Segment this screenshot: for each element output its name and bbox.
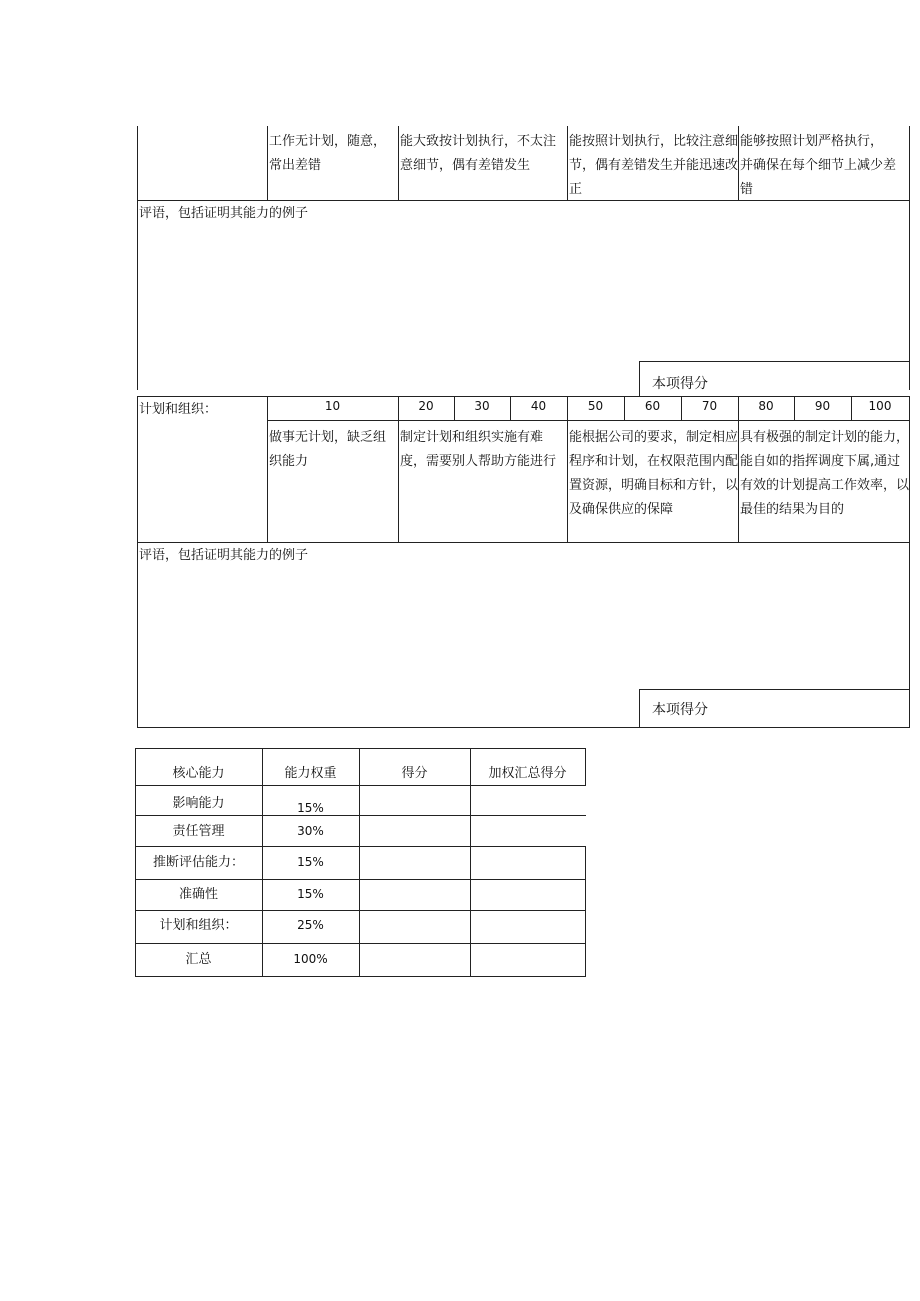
- sec1-desc-4-line-2: 并确保在每个细节上减少差: [740, 158, 897, 173]
- score-70: 70: [701, 399, 718, 413]
- summary-header-score: 得分: [401, 766, 428, 781]
- score-30: 30: [474, 399, 490, 413]
- score-20: 20: [418, 399, 434, 413]
- sec2-score-label: 本项得分: [652, 702, 708, 718]
- sec2-comment-label: 评语，包括证明其能力的例子: [139, 548, 309, 563]
- summary-row-6-name: 汇总: [185, 952, 212, 967]
- score-40: 40: [530, 399, 547, 413]
- sec1-desc-2-line-2: 意细节，偶有差错发生: [400, 158, 531, 173]
- summary-row-5-name: 计划和组织：: [159, 918, 238, 933]
- sec1-desc-1-line-1: 工作无计划，随意，: [269, 134, 387, 149]
- summary-row-4-name: 准确性: [178, 887, 218, 902]
- summary-row-1-name: 影响能力: [172, 796, 225, 811]
- sec2-desc-1-line-1: 做事无计划，缺乏组: [269, 430, 387, 445]
- sec2-desc-4-line-2: 能自如的指挥调度下属,通过: [740, 454, 901, 469]
- sec1-score-label: 本项得分: [652, 376, 708, 392]
- sec1-desc-2-line-1: 能大致按计划执行，不太注: [400, 134, 557, 149]
- score-100: 100: [868, 399, 892, 413]
- sec2-desc-4-line-4: 最佳的结果为目的: [740, 502, 845, 517]
- summary-row-4-weight: 15%: [297, 887, 324, 901]
- sec2-desc-3-line-2: 程序和计划，在权限范围内配: [569, 454, 739, 469]
- sec2-desc-2-line-2: 度，需要别人帮助方能进行: [400, 454, 557, 469]
- score-10: 10: [324, 399, 341, 413]
- summary-row-6-weight: 100%: [293, 952, 328, 966]
- summary-header-ability: 核心能力: [172, 766, 225, 781]
- sec2-desc-3-line-1: 能根据公司的要求，制定相应: [569, 430, 739, 445]
- summary-row-2-name: 责任管理: [172, 824, 225, 839]
- sec1-desc-1-line-2: 常出差错: [269, 158, 322, 173]
- sec1-desc-3-line-3: 正: [569, 182, 583, 197]
- sec2-title: 计划和组织：: [139, 402, 218, 417]
- sec2-desc-1-line-2: 织能力: [269, 454, 309, 469]
- summary-row-1-weight: 15%: [297, 801, 324, 815]
- sec1-desc-3-line-2: 节，偶有差错发生并能迅速改: [569, 158, 739, 173]
- score-60: 60: [644, 399, 661, 413]
- sec2-desc-2-line-1: 制定计划和组织实施有难: [400, 430, 544, 445]
- score-80: 80: [758, 399, 774, 413]
- sec1-desc-3-line-1: 能按照计划执行，比较注意细: [569, 134, 739, 149]
- summary-row-2-weight: 30%: [297, 824, 324, 838]
- summary-header-weight: 能力权重: [284, 766, 337, 781]
- sec1-desc-4-line-3: 错: [740, 182, 754, 197]
- summary-row-5-weight: 25%: [297, 918, 324, 932]
- summary-header-weighted: 加权汇总得分: [488, 766, 567, 781]
- summary-row-3-name: 推断评估能力：: [152, 855, 244, 870]
- sec1-desc-4-line-1: 能够按照计划严格执行，: [740, 134, 884, 149]
- score-90: 90: [814, 399, 831, 413]
- sec2-desc-3-line-4: 及确保供应的保障: [569, 502, 674, 517]
- summary-row-3-weight: 15%: [297, 855, 324, 869]
- sec2-desc-4-line-3: 有效的计划提高工作效率，以: [740, 478, 910, 493]
- score-50: 50: [587, 399, 604, 413]
- sec1-comment-label: 评语，包括证明其能力的例子: [139, 206, 309, 221]
- sec2-desc-3-line-3: 置资源，明确目标和方针，以: [569, 478, 739, 493]
- sec2-desc-4-line-1: 具有极强的制定计划的能力，: [740, 430, 910, 445]
